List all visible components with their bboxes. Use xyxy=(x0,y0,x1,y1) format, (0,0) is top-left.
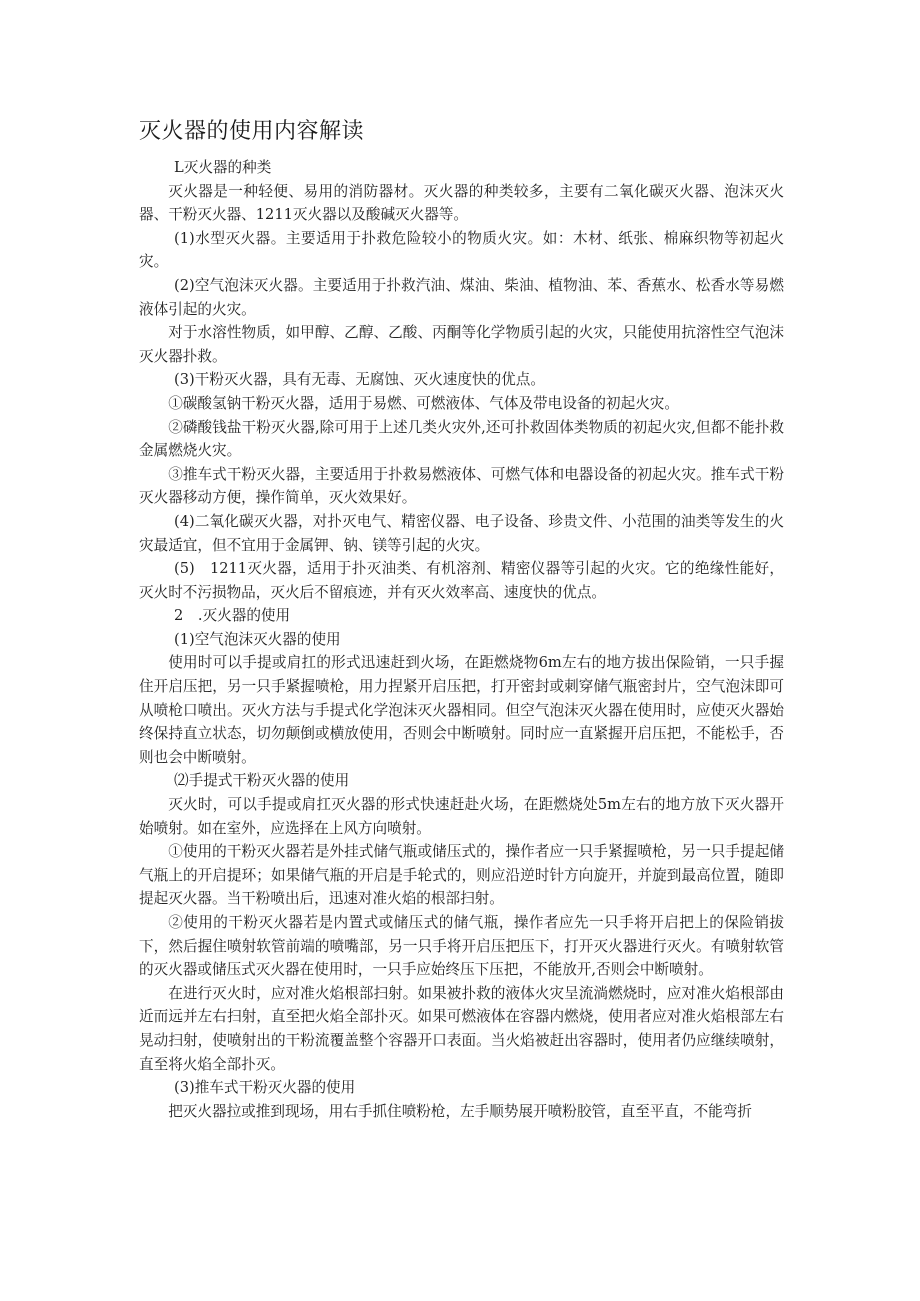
paragraph: (1)水型灭火器。主要适用于扑救危险较小的物质火灾。如：木材、纸张、棉麻织物等初起火灾。 xyxy=(139,229,784,271)
paragraph: (4)二氧化碳灭火器，对扑灭电气、精密仪器、电子设备、珍贵文件、小范围的油类等发生的火灾最适宜，但不宜用于金属钾、钠、镁等引起的火灾。 xyxy=(139,512,784,554)
paragraph: 使用时可以手提或肩扛的形式迅速赶到火场，在距燃烧物6m左右的地方拔出保险销，一只手握住开启压把，另一只手紧握喷枪，用力捏紧开启压把，打开密封或刺穿储气瓶密封片，空气泡沫即可从喷枪口喷出。灭火方法与手提式化学泡沫灭火器相同。但空气泡沫灭火器在使用时，应使灭火器始终保持直立状态，切勿颠倒或横放使用，否则会中断喷射。同时应一直紧握开启压把，不能松手，否则也会中断喷射。 xyxy=(139,654,784,766)
document-body xyxy=(139,156,784,1123)
paragraph: (3)干粉灭火器，具有无毒、无腐蚀、灭火速度快的优点。 xyxy=(174,371,545,389)
subsection-heading: ⑵手提式干粉灭火器的使用 xyxy=(174,772,350,790)
paragraph: 灭火器是一种轻便、易用的消防器材。灭火器的种类较多，主要有二氧化碳灭火器、泡沫灭火器、干粉灭火器、1211灭火器以及酸碱灭火器等。 xyxy=(139,182,784,224)
section-heading: L灭火器的种类 xyxy=(174,159,272,176)
subsection-heading: (1)空气泡沫灭火器的使用 xyxy=(174,630,341,648)
paragraph: ①使用的干粉灭火器若是外挂式储气瓶或储压式的，操作者应一只手紧握喷枪，另一只手提起储气瓶上的开启提环；如果储气瓶的开启是手轮式的，则应沿逆时针方向旋开，并旋到最高位置，随即提起灭火器。当干粉喷出后，迅速对准火焰的根部扫射。 xyxy=(139,843,784,908)
paragraph: ①碳酸氢钠干粉灭火器，适用于易燃、可燃液体、气体及带电设备的初起火灾。 xyxy=(168,394,679,412)
paragraph: ②使用的干粉灭火器若是内置式或储压式的储气瓶，操作者应先一只手将开启把上的保险销拔下，然后握住喷射软管前端的喷嘴部，另一只手将开启压把压下，打开灭火器进行灭火。有喷射软管的灭火器或储压式灭火器在使用时，一只手应始终压下压把，不能放开,否则会中断喷射。 xyxy=(139,914,784,979)
document-title: 灭火器的使用内容解读 xyxy=(139,119,365,144)
paragraph: ③推车式干粉灭火器，主要适用于扑救易燃液体、可燃气体和电器设备的初起火灾。推车式干粉灭火器移动方便，操作简单，灭火效果好。 xyxy=(139,465,784,507)
paragraph: ②磷酸钱盐干粉灭火器,除可用于上述几类火灾外,还可扑救固体类物质的初起火灾,但都不能扑救金属燃烧火灾。 xyxy=(139,418,784,460)
paragraph: 灭火时，可以手提或肩扛灭火器的形式快速赶赴火场，在距燃烧处5m左右的地方放下灭火器开始喷射。如在室外，应选择在上风方向喷射。 xyxy=(139,796,784,837)
paragraph: 对于水溶性物质，如甲醇、乙醇、乙酸、丙酮等化学物质引起的火灾，只能使用抗溶性空气泡沫灭火器扑救。 xyxy=(139,324,784,365)
paragraph: (5) 1211灭火器，适用于扑灭油类、有机溶剂、精密仪器等引起的火灾。它的绝缘性能好，灭火时不污损物品，灭火后不留痕迹，并有灭火效率高、速度快的优点。 xyxy=(139,560,784,601)
paragraph: 把灭火器拉或推到现场，用右手抓住喷粉枪，左手顺势展开喷粉胶管，直至平直，不能弯折 xyxy=(168,1102,752,1120)
paragraph: (2)空气泡沫灭火器。主要适用于扑救汽油、煤油、柴油、植物油、苯、香蕉水、松香水等易燃液体引起的火灾。 xyxy=(139,276,784,318)
paragraph: 在进行灭火时，应对准火焰根部扫射。如果被扑救的液体火灾呈流淌燃烧时，应对准火焰根部由近而远并左右扫射，直至把火焰全部扑灭。如果可燃液体在容器内燃烧，使用者应对准火焰根部左右晃动扫射，使喷射出的干粉流覆盖整个容器开口表面。当火焰被赶出容器时，使用者仍应继续喷射，直至将火焰全部扑灭。 xyxy=(139,984,784,1073)
subsection-heading: (3)推车式干粉灭火器的使用 xyxy=(174,1079,356,1097)
section-heading: 2 .灭火器的使用 xyxy=(174,607,291,625)
